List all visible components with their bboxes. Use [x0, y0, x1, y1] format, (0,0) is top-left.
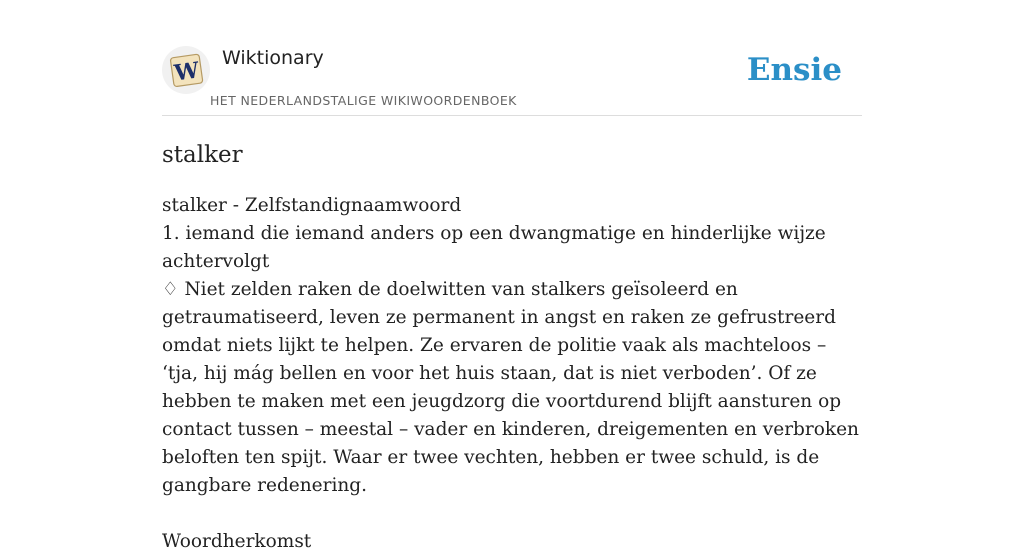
page-title: stalker: [162, 142, 243, 168]
page-container: [162, 0, 862, 552]
spacer: [162, 500, 862, 528]
section-heading-etymology: Woordherkomst: [162, 531, 312, 552]
entry-example: ♢ Niet zelden raken de doelwitten van stalkers geïsoleerd en getraumatiseerd, leven ze permanent in angst en raken ze gefrustreerd omdat niets lijkt te helpen. Ze ervaren de politie vaak als machteloos – ‘tja, hij mág bellen en voor het huis staan, dat is niet verboden’. Of ze hebben te maken met een jeugdzorg die voortdurend blijft aansturen op contact tussen – meestal – vader en kinderen, dreigementen en verbroken beloften ten spijt. Waar er twee vechten, hebben er twee schuld, is de gangbare redenering.: [162, 279, 859, 496]
wiktionary-logo-icon[interactable]: [162, 46, 210, 94]
entry-content: [162, 192, 862, 556]
entry-heading: stalker - Zelfstandignaamwoord: [162, 195, 462, 216]
ensie-brand-link[interactable]: Ensie: [746, 52, 842, 88]
site-header: [162, 0, 862, 116]
entry-definition: 1. iemand die iemand anders op een dwangmatige en hinderlijke wijze achtervolgt: [162, 223, 826, 272]
svg-text:W: W: [172, 57, 201, 87]
site-name[interactable]: Wiktionary: [222, 47, 324, 69]
site-tagline: HET NEDERLANDSTALIGE WIKIWOORDENBOEK: [210, 93, 517, 108]
